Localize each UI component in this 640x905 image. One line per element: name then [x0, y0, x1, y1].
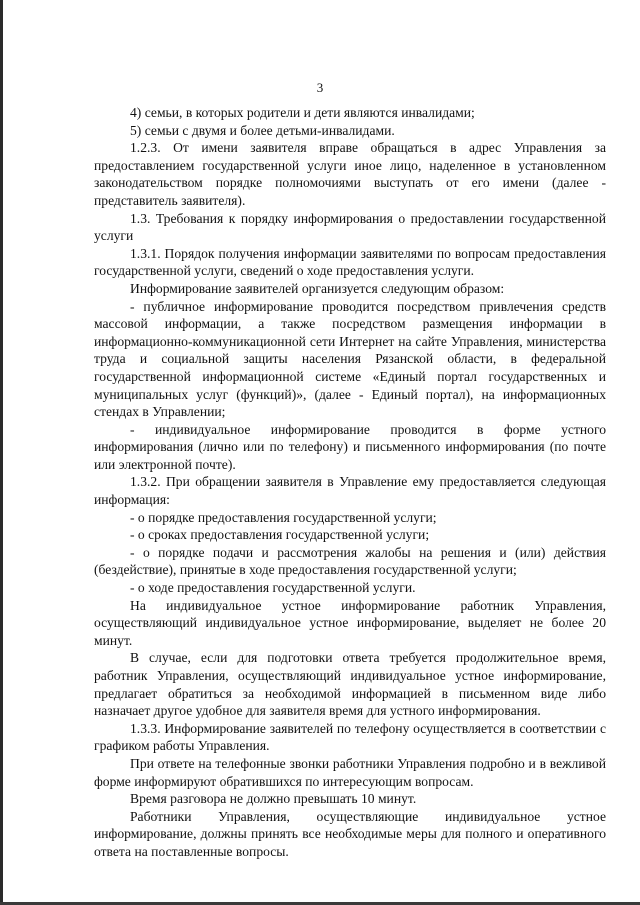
paragraph: 5) семьи с двумя и более детьми-инвалидами.	[130, 122, 395, 138]
paragraph: 1.3.2. При обращении заявителя в Управление ему предоставляется следующая информация:	[94, 474, 606, 508]
document-body	[94, 104, 606, 861]
list-item: - о порядке подачи и рассмотрения жалобы на решения и (или) действия (бездействие), принятые в ходе предоставления государственной услуги;	[94, 544, 606, 578]
paragraph: Время разговора не должно превышать 10 минут.	[130, 791, 417, 807]
paragraph: При ответе на телефонные звонки работники Управления подробно и в вежливой форме информируют обратившихся по интересующим вопросам.	[94, 755, 606, 789]
paragraph: 1.3.3. Информирование заявителей по телефону осуществляется в соответствии с графиком работы Управления.	[94, 720, 606, 754]
paragraph: В случае, если для подготовки ответа требуется продолжительное время, работник Управления, осуществляющий индивидуальное устное информирование, предлагает обратиться за необходимой информацией в письменном виде либо назначает другое удобное для заявителя время для устного информирования.	[94, 650, 606, 719]
paragraph: На индивидуальное устное информирование работник Управления, осуществляющий индивидуальное устное информирование, выделяет не более 20 минут.	[94, 597, 606, 648]
scan-left-edge	[0, 0, 3, 905]
paragraph: 1.3.1. Порядок получения информации заявителями по вопросам предоставления государственной услуги, сведений о ходе предоставления услуги.	[94, 245, 606, 279]
paragraph: Работники Управления, осуществляющие индивидуальное устное информирование, должны принять все необходимые меры для полного и оперативного ответа на поставленные вопросы.	[94, 808, 606, 859]
list-item: - индивидуальное информирование проводится в форме устного информирования (лично или по телефону) и письменного информирования (по почте или электронной почте).	[94, 421, 606, 472]
list-item: - о ходе предоставления государственной услуги.	[130, 580, 416, 596]
list-item: - публичное информирование проводится посредством привлечения средств массовой информации, а также посредством размещения информации в информационно-коммуникационной сети Интернет на сайте Управления, министерства труда и социальной защиты населения Рязанской области, в федеральной государственной информационной системе «Единый портал государственных и муниципальных услуг (функций)», (далее - Единый портал), на информационных стендах в Управлении;	[94, 298, 606, 420]
list-item: - о сроках предоставления государственной услуги;	[130, 527, 430, 543]
paragraph: 1.2.3. От имени заявителя вправе обращаться в адрес Управления за предоставлением государственной услуги иное лицо, наделенное в установленном законодательством порядке полномочиями выступать от его имени (далее - представитель заявителя).	[94, 140, 606, 208]
section-heading: 1.3. Требования к порядку информирования о предоставлении государственной услуги	[94, 210, 606, 244]
paragraph: Информирование заявителей организуется следующим образом:	[130, 280, 505, 296]
paragraph: 4) семьи, в которых родители и дети являются инвалидами;	[130, 105, 475, 120]
page-number: 3	[316, 80, 324, 95]
list-item: - о порядке предоставления государственной услуги;	[130, 509, 437, 525]
